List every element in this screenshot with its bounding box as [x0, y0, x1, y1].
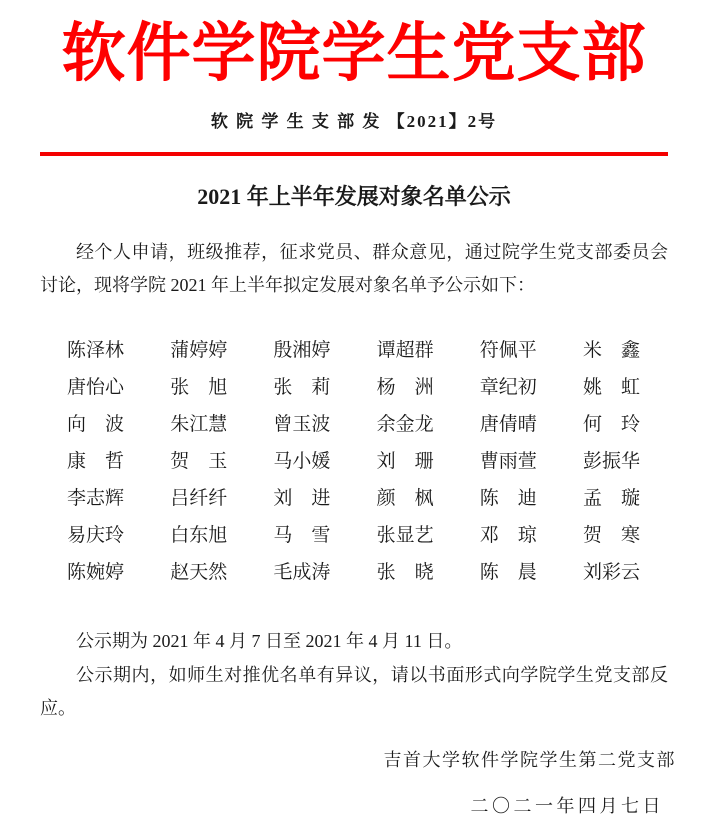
candidate-name: 康 哲 — [67, 451, 125, 472]
candidate-name: 张 晓 — [376, 562, 434, 583]
candidate-name: 陈泽林 — [67, 340, 125, 361]
candidate-name: 刘 珊 — [376, 451, 434, 472]
candidate-name: 颜 枫 — [376, 488, 434, 509]
candidate-name: 蒲婷婷 — [170, 340, 228, 361]
name-row — [67, 404, 640, 441]
candidate-name: 孟 璇 — [582, 488, 640, 509]
candidate-name: 张显艺 — [376, 525, 434, 546]
candidate-name: 陈婉婷 — [67, 562, 125, 583]
candidate-name: 殷湘婷 — [273, 340, 331, 361]
candidate-name: 杨 洲 — [376, 377, 434, 398]
candidate-name: 张 旭 — [170, 377, 228, 398]
candidate-name: 彭振华 — [582, 451, 640, 472]
objection-note: 公示期内，如师生对推优名单有异议，请以书面形式向学院学生党支部反应。 — [40, 665, 668, 718]
candidate-name: 陈 晨 — [479, 562, 537, 583]
announcement-title: 2021 年上半年发展对象名单公示 — [197, 184, 511, 209]
name-row — [67, 478, 640, 515]
signature-date: 二〇二一年四月七日 — [470, 796, 664, 816]
candidate-name: 曾玉波 — [273, 414, 331, 435]
candidate-name: 李志辉 — [67, 488, 125, 509]
candidate-name: 朱江慧 — [170, 414, 228, 435]
candidate-name: 向 波 — [67, 414, 125, 435]
candidate-name: 易庆玲 — [67, 525, 125, 546]
candidate-name: 谭超群 — [376, 340, 434, 361]
candidate-name: 刘彩云 — [582, 562, 640, 583]
name-row — [67, 441, 640, 478]
candidate-name: 余金龙 — [376, 414, 434, 435]
candidate-name: 唐倩晴 — [479, 414, 537, 435]
name-row — [67, 367, 640, 404]
publicity-period: 公示期为 2021 年 4 月 7 日至 2021 年 4 月 11 日。 — [76, 631, 463, 651]
candidate-name: 贺 玉 — [170, 451, 228, 472]
candidate-name: 赵天然 — [170, 562, 228, 583]
document-header — [0, 0, 708, 156]
candidate-name: 陈 迪 — [479, 488, 537, 509]
candidate-name-list — [67, 330, 640, 589]
document-footer — [0, 747, 708, 817]
candidate-name: 曹雨萱 — [479, 451, 537, 472]
candidate-name: 马 雪 — [273, 525, 331, 546]
candidate-name: 刘 进 — [273, 488, 331, 509]
candidate-name: 白东旭 — [170, 525, 228, 546]
candidate-name: 唐怡心 — [67, 377, 125, 398]
candidate-name: 米 鑫 — [582, 340, 640, 361]
candidate-name: 何 玲 — [582, 414, 640, 435]
candidate-name: 毛成涛 — [273, 562, 331, 583]
doc-number: 软 院 学 生 支 部 发 【2021】2号 — [210, 112, 498, 131]
org-title: 软件学院学生党支部 — [61, 16, 647, 91]
signature-org: 吉首大学软件学院学生第二党支部 — [383, 750, 676, 770]
candidate-name: 马小媛 — [273, 451, 331, 472]
name-row — [67, 515, 640, 552]
intro-paragraph: 经个人申请，班级推荐，征求党员、群众意见，通过院学生党支部委员会讨论，现将学院 2021 年上半年拟定发展对象名单予公示如下： — [40, 242, 668, 295]
candidate-name: 章纪初 — [479, 377, 537, 398]
candidate-name: 姚 虹 — [582, 377, 640, 398]
name-row — [67, 552, 640, 589]
candidate-name: 张 莉 — [273, 377, 331, 398]
candidate-name: 邓 琼 — [479, 525, 537, 546]
name-row — [67, 330, 640, 367]
candidate-name: 吕纤纤 — [170, 488, 228, 509]
candidate-name: 符佩平 — [479, 340, 537, 361]
red-divider-line — [40, 152, 668, 156]
candidate-name: 贺 寒 — [582, 525, 640, 546]
document-body — [0, 182, 708, 725]
